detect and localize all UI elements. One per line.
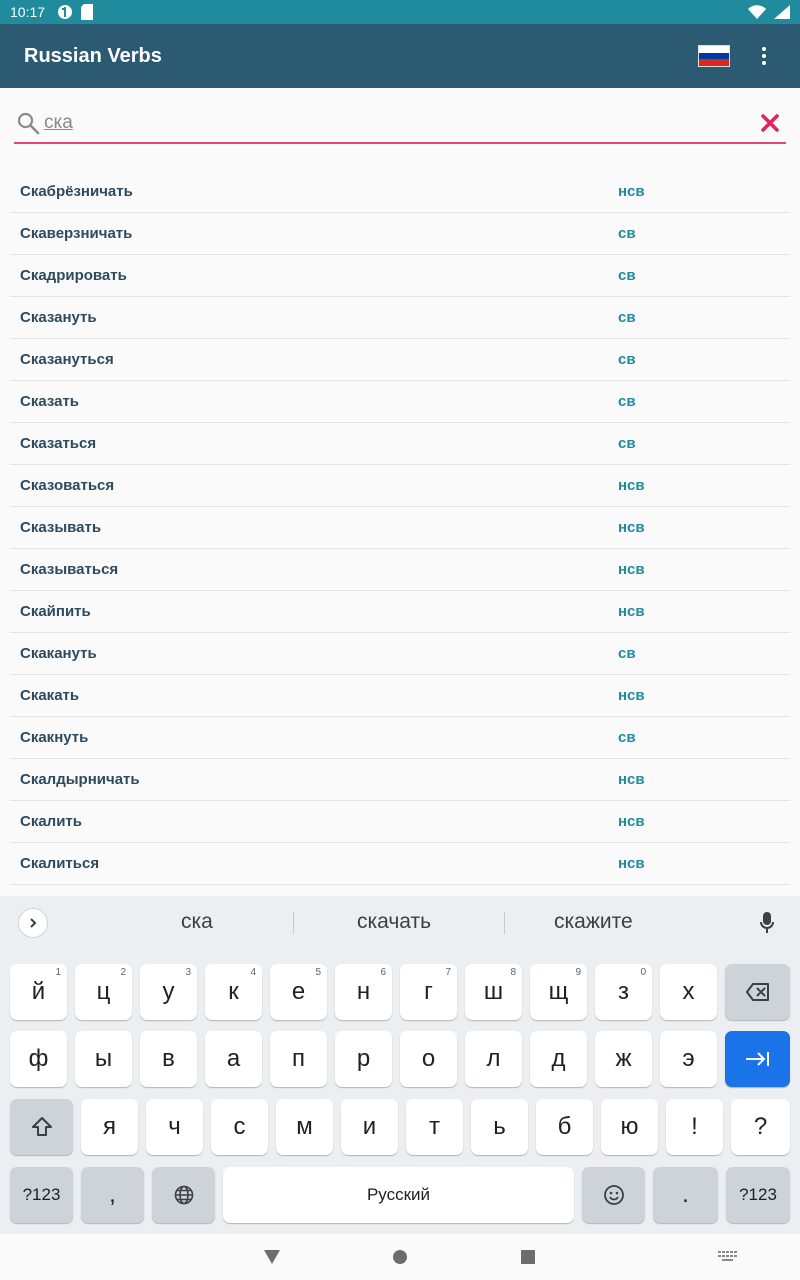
chevron-right-icon[interactable]: [18, 908, 48, 938]
key-ф[interactable]: ф: [10, 1031, 67, 1087]
key-ц[interactable]: ц 2: [75, 964, 132, 1020]
recents-icon[interactable]: [518, 1247, 538, 1267]
verb-aspect: св: [618, 435, 636, 452]
verb-list: [10, 171, 790, 885]
app-title: Russian Verbs: [24, 44, 162, 67]
verb-name: Сказануться: [20, 351, 114, 368]
verb-row[interactable]: [10, 213, 790, 255]
more-vert-icon[interactable]: [752, 44, 776, 68]
verb-aspect: св: [618, 645, 636, 662]
verb-name: Сказать: [20, 393, 80, 410]
backspace-icon[interactable]: [725, 964, 790, 1020]
suggestion-3[interactable]: скажите: [554, 910, 633, 933]
mic-icon[interactable]: [756, 910, 778, 936]
search-input[interactable]: [44, 112, 734, 134]
verb-name: Сказываться: [20, 561, 119, 578]
key-у[interactable]: у 3: [140, 964, 197, 1020]
key-н[interactable]: н 6: [335, 964, 392, 1020]
suggestion-strip: [0, 896, 800, 950]
key-question[interactable]: ?: [731, 1099, 790, 1155]
verb-name: Скабрёзничать: [20, 183, 133, 200]
verb-name: Скаверзничать: [20, 225, 133, 242]
key-б[interactable]: б: [536, 1099, 593, 1155]
status-bar: [0, 0, 800, 24]
verb-name: Скакать: [20, 687, 80, 704]
verb-name: Скайпить: [20, 603, 91, 620]
key-exclamation[interactable]: !: [666, 1099, 723, 1155]
verb-aspect: нсв: [618, 855, 645, 872]
on-screen-keyboard: [0, 896, 800, 1234]
verb-row[interactable]: [10, 507, 790, 549]
verb-row[interactable]: [10, 465, 790, 507]
key-г[interactable]: г 7: [400, 964, 457, 1020]
key-д[interactable]: д: [530, 1031, 587, 1087]
symbols-key[interactable]: ?123: [10, 1167, 73, 1223]
key-п[interactable]: п: [270, 1031, 327, 1087]
key-ш[interactable]: ш 8: [465, 964, 522, 1020]
verb-row[interactable]: [10, 255, 790, 297]
verb-aspect: нсв: [618, 603, 645, 620]
key-е[interactable]: е 5: [270, 964, 327, 1020]
notification-icon: [57, 4, 73, 20]
key-к[interactable]: к 4: [205, 964, 262, 1020]
verb-name: Сказаться: [20, 435, 97, 452]
verb-name: Скалить: [20, 813, 82, 830]
verb-aspect: св: [618, 351, 636, 368]
verb-name: Скакануть: [20, 645, 97, 662]
verb-aspect: нсв: [618, 183, 645, 200]
verb-name: Скакнуть: [20, 729, 89, 746]
period-key[interactable]: .: [653, 1167, 718, 1223]
verb-row[interactable]: [10, 549, 790, 591]
back-icon[interactable]: [262, 1247, 282, 1267]
battery-icon: [774, 5, 790, 19]
verb-row[interactable]: [10, 843, 790, 885]
keyboard-hide-icon[interactable]: [718, 1247, 738, 1267]
key-ы[interactable]: ы: [75, 1031, 132, 1087]
close-icon[interactable]: [754, 107, 786, 139]
key-о[interactable]: о: [400, 1031, 457, 1087]
suggestion-1[interactable]: ска: [181, 910, 213, 933]
tab-next-icon[interactable]: [725, 1031, 790, 1087]
key-ю[interactable]: ю: [601, 1099, 658, 1155]
verb-aspect: нсв: [618, 561, 645, 578]
verb-aspect: св: [618, 225, 636, 242]
key-э[interactable]: э: [660, 1031, 717, 1087]
app-bar: [0, 24, 800, 88]
key-я[interactable]: я: [81, 1099, 138, 1155]
verb-aspect: нсв: [618, 477, 645, 494]
key-и[interactable]: и: [341, 1099, 398, 1155]
emoji-icon[interactable]: [582, 1167, 645, 1223]
symbols-key-right[interactable]: ?123: [726, 1167, 790, 1223]
space-key[interactable]: Русский: [223, 1167, 574, 1223]
verb-row[interactable]: [10, 633, 790, 675]
verb-name: Скалдырничать: [20, 771, 140, 788]
verb-row[interactable]: [10, 339, 790, 381]
key-р[interactable]: р: [335, 1031, 392, 1087]
shift-icon[interactable]: [10, 1099, 73, 1155]
key-в[interactable]: в: [140, 1031, 197, 1087]
verb-row[interactable]: [10, 423, 790, 465]
key-ь[interactable]: ь: [471, 1099, 528, 1155]
key-ж[interactable]: ж: [595, 1031, 652, 1087]
verb-aspect: св: [618, 267, 636, 284]
verb-aspect: нсв: [618, 771, 645, 788]
key-з[interactable]: з 0: [595, 964, 652, 1020]
search-bar: [14, 104, 786, 144]
key-м[interactable]: м: [276, 1099, 333, 1155]
verb-row[interactable]: [10, 759, 790, 801]
verb-row[interactable]: [10, 801, 790, 843]
verb-aspect: нсв: [618, 813, 645, 830]
comma-key[interactable]: ,: [81, 1167, 144, 1223]
suggestion-2[interactable]: скачать: [357, 910, 432, 933]
verb-name: Сказоваться: [20, 477, 115, 494]
verb-name: Скалиться: [20, 855, 100, 872]
verb-row[interactable]: [10, 171, 790, 213]
verb-aspect: нсв: [618, 519, 645, 536]
russian-flag-icon[interactable]: [698, 45, 730, 67]
verb-name: Сказывать: [20, 519, 102, 536]
sd-card-icon: [81, 4, 93, 20]
home-icon[interactable]: [390, 1247, 410, 1267]
key-т[interactable]: т: [406, 1099, 463, 1155]
key-х[interactable]: х: [660, 964, 717, 1020]
status-time: 10:17: [10, 4, 46, 20]
verb-aspect: св: [618, 309, 636, 326]
key-щ[interactable]: щ 9: [530, 964, 587, 1020]
navigation-bar: [0, 1234, 800, 1280]
key-а[interactable]: а: [205, 1031, 262, 1087]
key-л[interactable]: л: [465, 1031, 522, 1087]
verb-row[interactable]: [10, 717, 790, 759]
verb-aspect: св: [618, 393, 636, 410]
verb-row[interactable]: [10, 591, 790, 633]
search-icon: [14, 109, 42, 137]
wifi-icon: [748, 5, 766, 19]
verb-row[interactable]: [10, 675, 790, 717]
key-ч[interactable]: ч: [146, 1099, 203, 1155]
key-с[interactable]: с: [211, 1099, 268, 1155]
globe-icon[interactable]: [152, 1167, 215, 1223]
verb-aspect: св: [618, 729, 636, 746]
verb-row[interactable]: [10, 297, 790, 339]
key-й[interactable]: й 1: [10, 964, 67, 1020]
verb-name: Сказануть: [20, 309, 97, 326]
verb-row[interactable]: [10, 381, 790, 423]
verb-aspect: нсв: [618, 687, 645, 704]
verb-name: Скадрировать: [20, 267, 127, 284]
